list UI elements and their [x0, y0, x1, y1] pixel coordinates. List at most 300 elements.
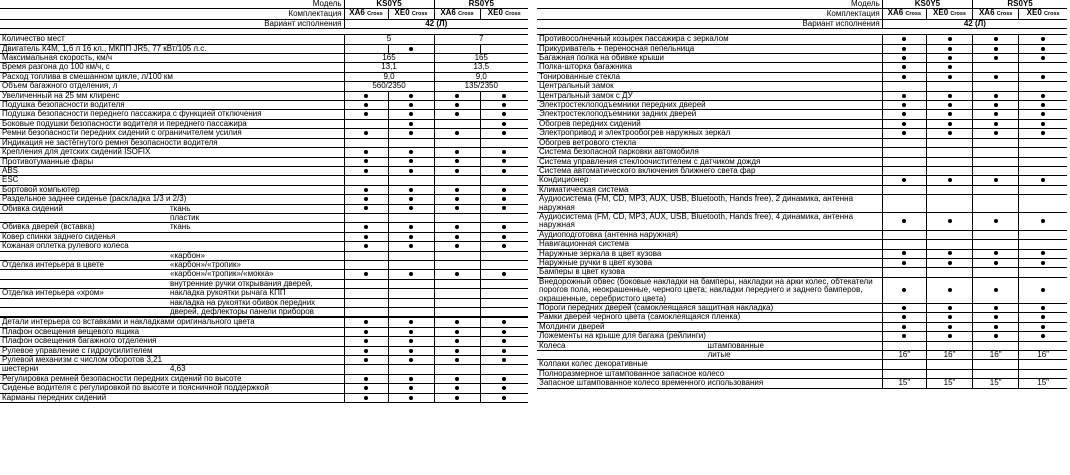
included-dot-icon [502, 150, 506, 154]
value-cell [344, 289, 388, 298]
value-cell [1019, 258, 1067, 267]
value-cell [1019, 72, 1067, 81]
value-cell [388, 337, 434, 346]
value-cell [882, 360, 926, 369]
value-cell [882, 101, 926, 110]
included-dot-icon [455, 159, 459, 163]
value-cell [926, 148, 972, 157]
feature-label: Противосолнечный козырек пассажира с зеркалом [537, 35, 882, 44]
included-dot-icon [409, 103, 413, 107]
included-dot-icon [364, 112, 368, 116]
value-cell [388, 308, 434, 317]
feature-label: Навигационная система [537, 240, 882, 249]
spec-row [0, 356, 528, 365]
spec-row [0, 298, 528, 307]
value-cell [344, 260, 388, 269]
included-dot-icon [455, 206, 459, 210]
spec-row [537, 110, 1067, 119]
model-rs0y5: RS0Y5 [973, 0, 1067, 9]
value-cell [882, 157, 926, 166]
value-cell [388, 138, 434, 147]
value-cell [434, 356, 480, 365]
value-cell [882, 304, 926, 313]
value-cell [973, 240, 1019, 249]
included-dot-icon [502, 131, 506, 135]
value-cell [388, 374, 434, 383]
value-cell [973, 44, 1019, 53]
feature-label: Электростеклоподъемники передних дверей [537, 101, 882, 110]
included-dot-icon [409, 320, 413, 324]
value-cell [480, 251, 528, 260]
value-cell [434, 279, 480, 288]
value-cell-rs0y5: 9,0 [434, 72, 528, 81]
included-dot-icon [502, 112, 506, 116]
value-cell [434, 270, 480, 279]
feature-label: Аудиосистема (FM, CD, MP3, AUX, USB, Bluetooth, Hands free), 2 динамика, антенна наружная [537, 195, 882, 213]
value-cell [388, 119, 434, 128]
value-cell [480, 279, 528, 288]
model-label: Модель [537, 0, 882, 9]
included-dot-icon [994, 178, 998, 182]
value-cell [434, 393, 480, 402]
included-dot-icon [1041, 112, 1045, 116]
included-dot-icon [455, 349, 459, 353]
value-cell [480, 101, 528, 110]
included-dot-icon [455, 94, 459, 98]
included-dot-icon [364, 349, 368, 353]
spec-row [0, 82, 528, 91]
included-dot-icon [455, 150, 459, 154]
spec-row [537, 185, 1067, 194]
value-cell [882, 195, 926, 213]
value-cell [480, 223, 528, 232]
value-cell [882, 277, 926, 303]
value-cell [434, 185, 480, 194]
included-dot-icon [948, 219, 952, 223]
value-cell [344, 44, 388, 53]
value-cell [480, 44, 528, 53]
model-ks0y5: KS0Y5 [344, 0, 434, 9]
spec-row [537, 63, 1067, 72]
value-cell [1019, 44, 1067, 53]
value-cell [926, 212, 972, 230]
value-cell [882, 63, 926, 72]
value-cell [1019, 322, 1067, 331]
variant-value: 42 (Л) [882, 19, 1067, 28]
model-header-row [537, 0, 1067, 9]
spec-row [0, 176, 528, 185]
value-cell [926, 110, 972, 119]
value-cell: 15" [882, 379, 926, 388]
spec-row [0, 63, 528, 72]
spec-row [0, 327, 528, 336]
value-cell [480, 166, 528, 175]
left-spec-table [0, 0, 528, 403]
value-cell [480, 346, 528, 355]
value-cell [434, 119, 480, 128]
value-cell [344, 356, 388, 365]
included-dot-icon [364, 396, 368, 400]
included-dot-icon [948, 178, 952, 182]
value-cell [1019, 332, 1067, 341]
feature-label: Крепления для детских сидений ISOFIX [0, 148, 344, 157]
included-dot-icon [902, 334, 906, 338]
value-cell [344, 138, 388, 147]
value-cell [344, 119, 388, 128]
value-cell-rs0y5: 7 [434, 35, 528, 44]
included-dot-icon [455, 358, 459, 362]
included-dot-icon [364, 339, 368, 343]
value-cell [434, 101, 480, 110]
feature-label: Объем багажного отделения, л [0, 82, 344, 91]
spec-row [0, 72, 528, 81]
spec-row [0, 101, 528, 110]
value-cell [434, 166, 480, 175]
included-dot-icon [364, 320, 368, 324]
value-cell [344, 129, 388, 138]
included-dot-icon [502, 272, 506, 276]
value-cell [344, 270, 388, 279]
value-cell [973, 341, 1019, 350]
included-dot-icon [994, 131, 998, 135]
spec-row [0, 91, 528, 100]
included-dot-icon [948, 112, 952, 116]
value-cell [1019, 35, 1067, 44]
trim-cell: XA6 Cross [973, 9, 1019, 19]
value-cell [434, 365, 480, 374]
feature-label: Отделка интерьера «хром» [0, 289, 168, 298]
value-cell [926, 35, 972, 44]
included-dot-icon [994, 261, 998, 265]
value-cell [480, 185, 528, 194]
value-cell [344, 232, 388, 241]
value-cell [926, 268, 972, 277]
spec-row [537, 258, 1067, 267]
spec-row [0, 308, 528, 317]
value-cell [434, 260, 480, 269]
included-dot-icon [409, 197, 413, 201]
included-dot-icon [455, 244, 459, 248]
spec-row [537, 44, 1067, 53]
value-cell [926, 176, 972, 185]
model-ks0y5: KS0Y5 [882, 0, 972, 9]
value-cell [434, 374, 480, 383]
spec-row [537, 230, 1067, 239]
feature-label: Система управления стеклоочистителем с датчиком дождя [537, 157, 882, 166]
feature-label: Запасное штампованное колесо временного использования [537, 379, 882, 388]
feature-label: Обогрев передних сидений [537, 119, 882, 128]
right-spec-table [537, 0, 1067, 389]
value-cell [434, 298, 480, 307]
feature-sublabel: 4,63 [168, 365, 344, 374]
included-dot-icon [994, 103, 998, 107]
included-dot-icon [1041, 288, 1045, 292]
feature-label: ABS [0, 166, 344, 175]
value-cell [344, 337, 388, 346]
value-cell [388, 176, 434, 185]
feature-label: Максимальная скорость, км/ч [0, 54, 344, 63]
feature-label: Ремни безопасности передних сидений с ограничителем усилия [0, 129, 344, 138]
left-spec-panel [0, 0, 528, 403]
feature-label: Сиденье водителя с регулировкой по высоте и поясничной поддержкой [0, 384, 344, 393]
value-cell [926, 185, 972, 194]
value-cell [1019, 341, 1067, 350]
spec-row [537, 129, 1067, 138]
value-cell [388, 232, 434, 241]
included-dot-icon [409, 396, 413, 400]
included-dot-icon [364, 206, 368, 210]
feature-label: шестерни [0, 365, 168, 374]
value-cell [1019, 212, 1067, 230]
value-cell [388, 327, 434, 336]
included-dot-icon [364, 235, 368, 239]
feature-label: Двигатель К4М, 1,6 л 16 кл., МКПП JR5, 77 кВт/105 л.с. [0, 44, 344, 53]
included-dot-icon [455, 188, 459, 192]
included-dot-icon [502, 188, 506, 192]
spec-row [537, 157, 1067, 166]
value-cell [388, 204, 434, 213]
value-cell [344, 393, 388, 402]
included-dot-icon [994, 94, 998, 98]
spec-row [0, 337, 528, 346]
spec-row [0, 166, 528, 175]
feature-label: Молдинги дверей [537, 322, 882, 331]
included-dot-icon [902, 47, 906, 51]
value-cell [344, 242, 388, 251]
included-dot-icon [948, 65, 952, 69]
included-dot-icon [455, 169, 459, 173]
feature-label: Плафон освещения вещевого ящика [0, 327, 344, 336]
value-cell [973, 369, 1019, 378]
value-cell [344, 195, 388, 204]
included-dot-icon [455, 235, 459, 239]
feature-sublabel: «карбон»/«тропик» [168, 260, 344, 269]
feature-label: Плафон освещения багажного отделения [0, 337, 344, 346]
value-cell [882, 258, 926, 267]
included-dot-icon [994, 47, 998, 51]
value-cell [388, 148, 434, 157]
value-cell [434, 337, 480, 346]
included-dot-icon [502, 225, 506, 229]
value-cell [882, 166, 926, 175]
value-cell [882, 369, 926, 378]
value-cell [926, 322, 972, 331]
spec-row [537, 268, 1067, 277]
included-dot-icon [902, 56, 906, 60]
value-cell [434, 327, 480, 336]
value-cell [344, 251, 388, 260]
included-dot-icon [364, 131, 368, 135]
included-dot-icon [1041, 334, 1045, 338]
value-cell [480, 242, 528, 251]
included-dot-icon [902, 94, 906, 98]
included-dot-icon [994, 37, 998, 41]
included-dot-icon [902, 178, 906, 182]
included-dot-icon [409, 330, 413, 334]
spec-row [0, 119, 528, 128]
value-cell [973, 101, 1019, 110]
value-cell [973, 119, 1019, 128]
feature-label: Электропривод и электрообогрев наружных зеркал [537, 129, 882, 138]
included-dot-icon [455, 225, 459, 229]
spec-row [0, 384, 528, 393]
value-cell [388, 356, 434, 365]
included-dot-icon [409, 112, 413, 116]
value-cell [926, 258, 972, 267]
included-dot-icon [1041, 122, 1045, 126]
included-dot-icon [948, 334, 952, 338]
value-cell [882, 72, 926, 81]
spec-row [0, 374, 528, 383]
included-dot-icon [1041, 75, 1045, 79]
value-cell [480, 260, 528, 269]
value-cell [1019, 119, 1067, 128]
value-cell [480, 110, 528, 119]
feature-label: Детали интерьера со вставками и накладками оригинального цвета [0, 318, 344, 327]
included-dot-icon [902, 219, 906, 223]
included-dot-icon [502, 206, 506, 210]
value-cell [926, 249, 972, 258]
included-dot-icon [455, 272, 459, 276]
value-cell [926, 157, 972, 166]
feature-sublabel: литые [706, 351, 883, 360]
value-cell [434, 44, 480, 53]
value-cell [480, 176, 528, 185]
value-cell: 16" [926, 351, 972, 360]
included-dot-icon [994, 325, 998, 329]
included-dot-icon [364, 244, 368, 248]
feature-label: Рулевое управление с гидроусилителем [0, 346, 344, 355]
spec-row [537, 313, 1067, 322]
value-cell [388, 270, 434, 279]
included-dot-icon [409, 47, 413, 51]
value-cell [388, 185, 434, 194]
included-dot-icon [455, 330, 459, 334]
included-dot-icon [364, 150, 368, 154]
included-dot-icon [994, 56, 998, 60]
feature-label: Полка-шторка багажника [537, 63, 882, 72]
value-cell [882, 240, 926, 249]
value-cell [344, 327, 388, 336]
feature-label: Электростеклоподъемники задних дверей [537, 110, 882, 119]
value-cell [388, 346, 434, 355]
value-cell [882, 249, 926, 258]
value-cell [434, 213, 480, 222]
included-dot-icon [1041, 251, 1045, 255]
value-cell [973, 304, 1019, 313]
included-dot-icon [502, 122, 506, 126]
spec-row [537, 148, 1067, 157]
value-cell [1019, 268, 1067, 277]
feature-label: Ложементы на крыше для багажа (рейлинги) [537, 332, 882, 341]
included-dot-icon [409, 131, 413, 135]
value-cell [882, 313, 926, 322]
value-cell [1019, 249, 1067, 258]
value-cell [434, 91, 480, 100]
value-cell [973, 54, 1019, 63]
value-cell [388, 157, 434, 166]
value-cell [1019, 240, 1067, 249]
included-dot-icon [994, 219, 998, 223]
value-cell [926, 195, 972, 213]
value-cell [344, 365, 388, 374]
spec-row [0, 270, 528, 279]
value-cell [1019, 277, 1067, 303]
value-cell [480, 384, 528, 393]
included-dot-icon [902, 122, 906, 126]
value-cell [344, 176, 388, 185]
value-cell [344, 148, 388, 157]
value-cell [388, 44, 434, 53]
feature-label: Система автоматического включения ближнего света фар [537, 166, 882, 175]
value-cell [926, 138, 972, 147]
spec-row [0, 232, 528, 241]
feature-label [0, 308, 168, 317]
included-dot-icon [948, 131, 952, 135]
value-cell [480, 365, 528, 374]
included-dot-icon [502, 386, 506, 390]
included-dot-icon [1041, 325, 1045, 329]
value-cell [882, 54, 926, 63]
included-dot-icon [502, 358, 506, 362]
included-dot-icon [409, 244, 413, 248]
spec-row [537, 332, 1067, 341]
spec-row [537, 166, 1067, 175]
value-cell [344, 308, 388, 317]
value-cell [1019, 129, 1067, 138]
included-dot-icon [364, 169, 368, 173]
value-cell [434, 176, 480, 185]
value-cell-ks0y5: 9,0 [344, 72, 434, 81]
included-dot-icon [1041, 178, 1045, 182]
included-dot-icon [455, 112, 459, 116]
included-dot-icon [409, 159, 413, 163]
included-dot-icon [1041, 219, 1045, 223]
value-cell: 15" [1019, 379, 1067, 388]
feature-label: Центральный замок [537, 82, 882, 91]
feature-sublabel: «карбон» [168, 251, 344, 260]
value-cell [973, 249, 1019, 258]
feature-label: Наружные ручки в цвет кузова [537, 258, 882, 267]
spec-row [537, 240, 1067, 249]
spec-row [0, 289, 528, 298]
spec-row [0, 185, 528, 194]
spec-row [537, 119, 1067, 128]
value-cell [1019, 195, 1067, 213]
included-dot-icon [948, 47, 952, 51]
trim-cell: XA6 Cross [434, 9, 480, 19]
spec-row [0, 110, 528, 119]
value-cell [973, 322, 1019, 331]
spec-row [537, 249, 1067, 258]
feature-label: Колпаки колес декоративные [537, 360, 882, 369]
included-dot-icon [409, 122, 413, 126]
value-cell [926, 54, 972, 63]
included-dot-icon [409, 377, 413, 381]
included-dot-icon [948, 75, 952, 79]
feature-sublabel: пластик [168, 213, 344, 222]
value-cell [1019, 369, 1067, 378]
value-cell [926, 332, 972, 341]
included-dot-icon [948, 251, 952, 255]
value-cell-ks0y5: 165 [344, 54, 434, 63]
value-cell [973, 360, 1019, 369]
feature-label: Индикация не застёгнутого ремня безопасности водителя [0, 138, 344, 147]
included-dot-icon [409, 188, 413, 192]
value-cell [882, 148, 926, 157]
spec-row [0, 157, 528, 166]
included-dot-icon [1041, 47, 1045, 51]
